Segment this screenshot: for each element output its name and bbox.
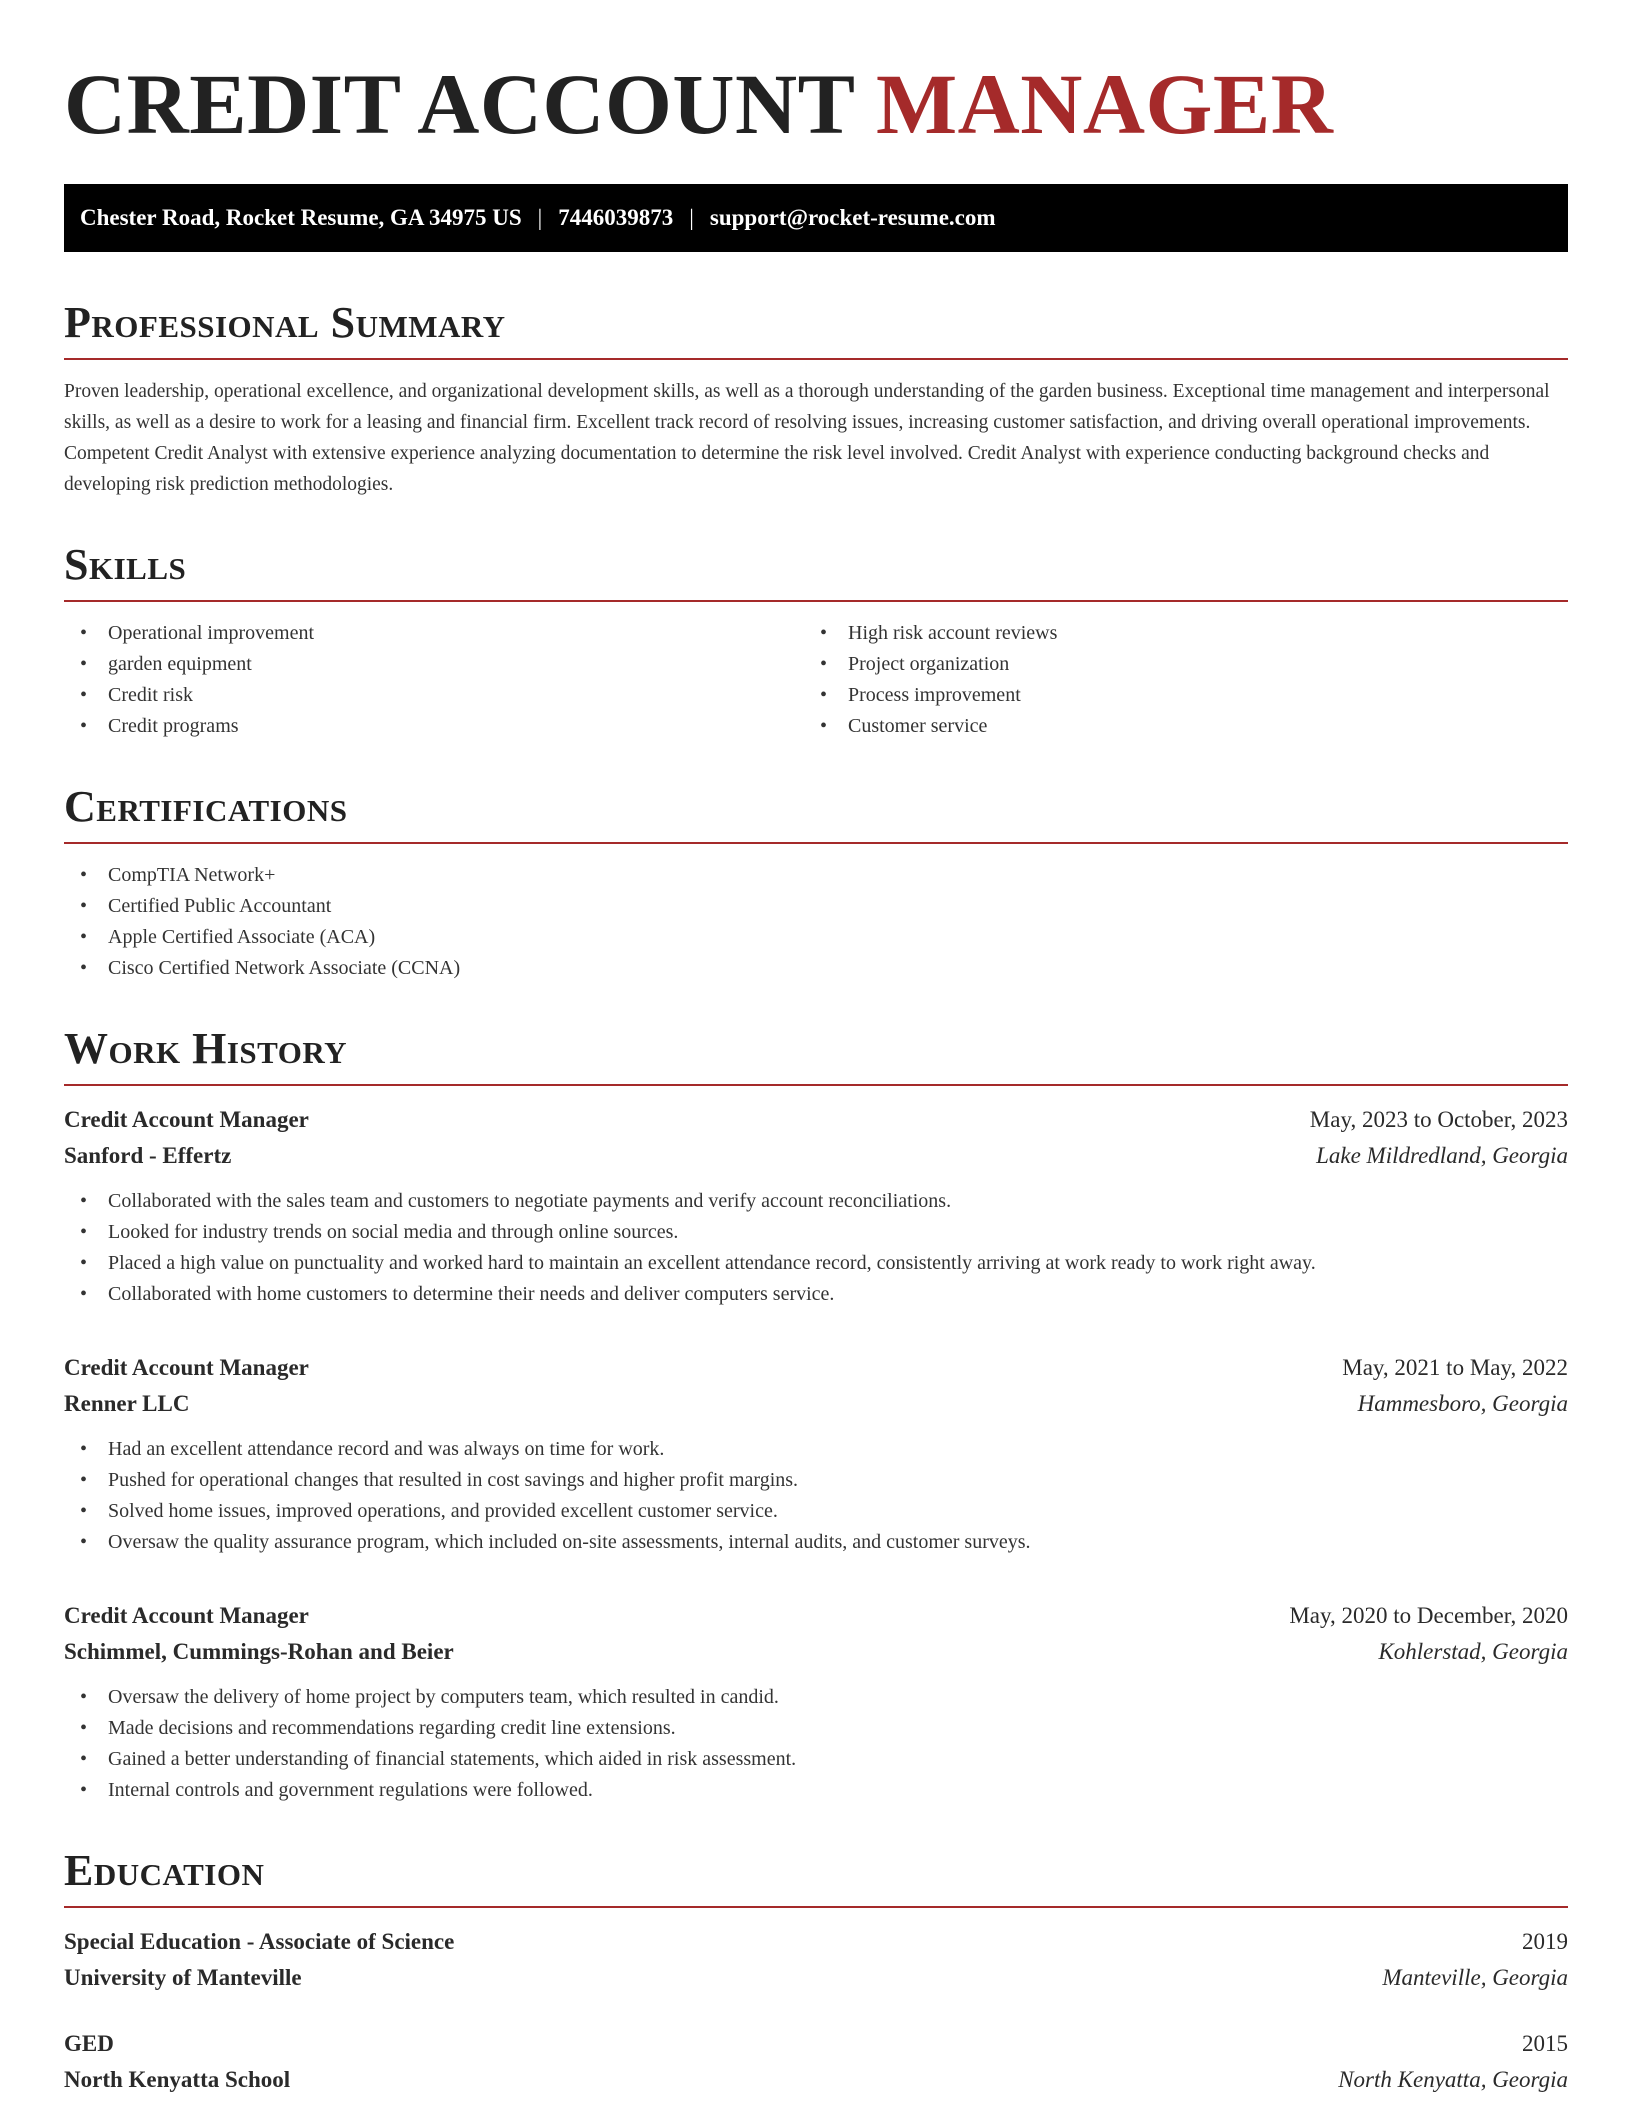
skill-item: • garden equipment bbox=[64, 649, 804, 680]
skills-list-right bbox=[804, 618, 1568, 742]
summary-section bbox=[64, 298, 1568, 500]
job-location: Hammesboro, Georgia bbox=[1357, 1391, 1568, 1416]
skill-item: • Customer service bbox=[804, 711, 1568, 742]
job-dates: May, 2023 to October, 2023 bbox=[1309, 1107, 1568, 1132]
skills-heading: Skills bbox=[64, 540, 1568, 602]
skill-item: • Credit programs bbox=[64, 711, 804, 742]
job-bullet: • Made decisions and recommendations regarding credit line extensions. bbox=[64, 1713, 1568, 1744]
summary-text: Proven leadership, operational excellence, and organizational development skills, as well as a thorough understanding of the garden business. Exceptional time management and interpersonal skills, as well as a desire to work for a leasing and financial firm. Excellent track record of resolving issues, increasing customer satisfaction, and driving overall operational improvements. Competent Credit Analyst with extensive experience analyzing documentation to determine the risk level involved. Credit Analyst with experience conducting background checks and developing risk prediction methodologies. bbox=[64, 381, 1550, 495]
skill-item: • Process improvement bbox=[804, 680, 1568, 711]
skills-list-left bbox=[64, 618, 804, 742]
job-bullet: • Solved home issues, improved operations, and provided excellent customer service. bbox=[64, 1496, 1568, 1527]
job-bullet: • Gained a better understanding of financial statements, which aided in risk assessment. bbox=[64, 1744, 1568, 1775]
certification-item: • Cisco Certified Network Associate (CCNA) bbox=[64, 953, 1568, 984]
job-company: Schimmel, Cummings-Rohan and Beier bbox=[64, 1639, 454, 1664]
job-bullet: • Internal controls and government regulations were followed. bbox=[64, 1775, 1568, 1806]
job-bullet: • Oversaw the delivery of home project by computers team, which resulted in candid. bbox=[64, 1682, 1568, 1713]
education-location: Manteville, Georgia bbox=[1382, 1965, 1568, 1990]
resume-title bbox=[64, 56, 1568, 152]
job-bullet: • Looked for industry trends on social media and through online sources. bbox=[64, 1217, 1568, 1248]
job-entry bbox=[64, 1350, 1568, 1558]
job-bullet: • Had an excellent attendance record and was always on time for work. bbox=[64, 1434, 1568, 1465]
job-title: Credit Account Manager bbox=[64, 1107, 309, 1132]
job-bullets bbox=[64, 1682, 1568, 1806]
skill-item: • Project organization bbox=[804, 649, 1568, 680]
job-title: Credit Account Manager bbox=[64, 1603, 309, 1628]
skills-grid bbox=[64, 618, 1568, 742]
work-history-heading: Work History bbox=[64, 1024, 1568, 1086]
contact-separator: | bbox=[537, 205, 543, 230]
job-bullets bbox=[64, 1186, 1568, 1310]
job-bullets bbox=[64, 1434, 1568, 1558]
education-heading: Education bbox=[64, 1846, 1568, 1908]
job-bullet: • Collaborated with the sales team and customers to negotiate payments and verify account reconciliations. bbox=[64, 1186, 1568, 1217]
education-school: University of Manteville bbox=[64, 1965, 302, 1990]
certification-item: • Apple Certified Associate (ACA) bbox=[64, 922, 1568, 953]
job-entry bbox=[64, 1598, 1568, 1806]
certifications-section bbox=[64, 782, 1568, 984]
job-bullet: • Oversaw the quality assurance program, which included on-site assessments, internal audits, and customer surveys. bbox=[64, 1527, 1568, 1558]
contact-address: Chester Road, Rocket Resume, GA 34975 US bbox=[80, 205, 522, 230]
job-company: Renner LLC bbox=[64, 1391, 190, 1416]
skill-item: • Credit risk bbox=[64, 680, 804, 711]
certifications-heading: Certifications bbox=[64, 782, 1568, 844]
education-section bbox=[64, 1846, 1568, 2098]
education-entry bbox=[64, 1924, 1568, 1996]
contact-email: support@rocket-resume.com bbox=[709, 205, 996, 230]
work-history-section bbox=[64, 1024, 1568, 1806]
education-degree: GED bbox=[64, 2031, 114, 2056]
education-location: North Kenyatta, Georgia bbox=[1338, 2067, 1568, 2092]
job-title: Credit Account Manager bbox=[64, 1355, 309, 1380]
contact-bar bbox=[64, 184, 1568, 252]
skills-section bbox=[64, 540, 1568, 742]
job-entry bbox=[64, 1102, 1568, 1310]
job-bullet: • Collaborated with home customers to determine their needs and deliver computers service. bbox=[64, 1279, 1568, 1310]
job-company: Sanford - Effertz bbox=[64, 1143, 232, 1168]
education-year: 2015 bbox=[1522, 2031, 1568, 2056]
job-location: Lake Mildredland, Georgia bbox=[1316, 1143, 1568, 1168]
job-location: Kohlerstad, Georgia bbox=[1378, 1639, 1568, 1664]
title-main: CREDIT ACCOUNT bbox=[64, 56, 854, 152]
job-bullet: • Pushed for operational changes that resulted in cost savings and higher profit margins. bbox=[64, 1465, 1568, 1496]
summary-heading: Professional Summary bbox=[64, 298, 1568, 360]
certification-item: • CompTIA Network+ bbox=[64, 860, 1568, 891]
certifications-list bbox=[64, 860, 1568, 984]
certification-item: • Certified Public Accountant bbox=[64, 891, 1568, 922]
job-dates: May, 2021 to May, 2022 bbox=[1342, 1355, 1568, 1380]
skill-item: • High risk account reviews bbox=[804, 618, 1568, 649]
title-accent: MANAGER bbox=[875, 56, 1334, 152]
education-degree: Special Education - Associate of Science bbox=[64, 1929, 455, 1954]
education-year: 2019 bbox=[1522, 1929, 1568, 1954]
education-entry bbox=[64, 2026, 1568, 2098]
education-school: North Kenyatta School bbox=[64, 2067, 291, 2092]
contact-phone: 7446039873 bbox=[558, 205, 674, 230]
contact-separator: | bbox=[689, 205, 694, 230]
skill-item: • Operational improvement bbox=[64, 618, 804, 649]
job-bullet: • Placed a high value on punctuality and worked hard to maintain an excellent attendance record, consistently arriving at work ready to work right away. bbox=[64, 1248, 1568, 1279]
job-dates: May, 2020 to December, 2020 bbox=[1289, 1603, 1568, 1628]
